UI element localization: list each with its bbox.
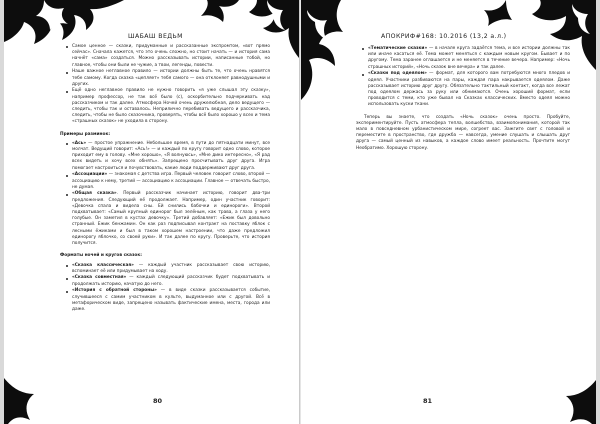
list-item xyxy=(72,275,270,287)
examples-list xyxy=(60,141,270,247)
list-item: Самое ценное — сказки, придуманные и рассказанные экспромтом, «вот прямо сейчас». Сначала кажется, что это очень сложно, но стоит начать — и история сама начнёт «сама» создаться. Можно рассказывать истории, написанные тобой, но главное, чтобы они были не чужие, а твои, легенды, повести. xyxy=(72,44,270,68)
list-item xyxy=(72,288,270,313)
item-term: «Сказка классическая» xyxy=(72,262,134,268)
thorn-ornament-bottom-right xyxy=(546,380,596,424)
list-item xyxy=(72,263,270,275)
formats-list xyxy=(60,263,270,314)
item-text: — формат, для которого вам потребуются много пледов и одеял. Участники разбиваются на пары, каждая пара накрывается одеялом. Даже рассказывает историю друг другу. Обязательно тактильный контакт, когда все лежат под одеялом держась за руку или обнимаются. Очень хороший формат, если проводится с теми, кто уже бывал на Сказках классических. Вместо одеял можно использовать куски ткани. xyxy=(368,71,570,108)
thorn-ornament-top-left xyxy=(4,0,124,46)
page-number: 81 xyxy=(423,397,433,405)
tips-list xyxy=(60,44,270,126)
running-head: АПОКРИФ#168: 10.2016 (13,2 а.л.) xyxy=(381,33,507,40)
right-page xyxy=(301,0,596,424)
right-body-text xyxy=(356,46,570,152)
left-page xyxy=(4,0,299,424)
item-term: «Тематические сказки» xyxy=(368,46,428,51)
list-item: Наше важное неглавное правило — истории должны быть те, что очень нравятся тебе самому. Когда сказка «цепляет» тебя самого — она отклоняет равнодушными и других. xyxy=(72,69,270,87)
list-item xyxy=(368,71,570,108)
left-body-text xyxy=(60,44,270,314)
item-term: «Сказка совместная» xyxy=(72,275,127,281)
formats-list-continued xyxy=(356,46,570,109)
list-item xyxy=(368,46,570,71)
thorn-ornament-bottom-left xyxy=(4,378,44,424)
item-text: . Первый рассказчик начинает историю, говорит два-три предложения. Следующий её продолжает. Например, один участник говорит: «Девочка спала и видела сны. Ей снились бабочки и единороги». Второй подхватывает: «Самый крупный единорог был зелёным, как трава, а глаза у него голубые. Он заметил в кустах девочку». Третий добавляет: «Ежик был довольно странный. Ежик бенжамин. Он как раз подписывал контракт на поставку яблок с лесными ёжиками и был в таком хорошем настроении, что даже предложил единорогу яблочко, со своей руки». И так далее по кругу. Проверьте, что история получится. xyxy=(72,191,270,247)
item-term: «Общая сказка» xyxy=(72,191,117,197)
section-heading: Примеры разминок: xyxy=(60,131,111,137)
item-text: — в виде сказки рассказывается событие, случившееся с самим участником в культе, выдуманное или с другой. Всё в метафорическом виде, запрещено называть фактические имена, места, города или даже. xyxy=(72,288,270,312)
item-text: — в начале круга задаётся тема, и все истории должны так или иначе касаться её. Тема может меняться с каждым новым кругом. Бывает и по другому. Тема заранее оглашается и не меняется в течение вечера. Например: «Ночь страшных историй», «Ночь сказок вне вечера» и так далее. xyxy=(368,46,570,70)
closing-paragraph: Теперь вы знаете, что создать «Ночь сказок» очень просто. Пробуйте, экспериментируйте. Пусть атмосфера тепла, волшебства, взаимопонимания, которой так мало в повседневном урбанистическом мире, согреет вас. Зажгите свет с головой и переместите в пространство, где дружба — навсегда, умение слушать и слышать друг друга — самый ценный из навыков, а каждое слово имеет реальность. Прочтите могут Необратимо. Хорошую сторону. xyxy=(356,114,570,151)
item-text: — знакомая с детства игра. Первый человек говорит слово, второй — ассоциацию к нему, третий — ассоциацию к ассоциации. Главное — отвечать быстро, не думая. xyxy=(72,172,270,190)
item-term: «Ась» xyxy=(72,140,87,146)
list-item xyxy=(72,191,270,247)
list-item xyxy=(72,141,270,172)
item-term: «Ассоциации» xyxy=(72,172,108,178)
list-item xyxy=(72,172,270,191)
item-text: — простое упражнение. Небольшое время, в пути до пятнадцати минут, все молчат. Ведущий говорит: «Ась!» — и каждый по кругу говорит одно слово, которое приходит ему в голову. «Мне хорошо», «Я волнуюсь», «Мне дико интересно», «Я рад всех видеть и хочу всех обнять». Запрещено просчитывать друг друга. Игра помогает настроиться и почувствовать, какие люди поддерживают друг друга. xyxy=(72,140,270,171)
item-term: «История с обратной стороны» xyxy=(72,288,157,294)
item-text: — каждый участник рассказывает свою историю, вспоминает её или придумывает на ходу. xyxy=(72,262,270,274)
book-spread xyxy=(4,0,596,424)
list-item: Ещё одно неглавное правило не нужно говорить «я уже слышал эту сказку», например профессор, не так всё было (с), оскорбительно подчеркивать над рассказчиком и так далее. Атмосфера Ночей очень дружелюбная, дело ведущего — следить, чтобы так и оставалось. Неприлично перебивать ведущего и рассказчика, следить, чтобы не было сказочника, проверять, чтобы всё было хорошо у всех и тема «страшных сказок» не уходила в сторону. xyxy=(72,88,270,125)
item-text: — каждый следующий рассказчик будет подхватывать и продолжать историю, начатую до него. xyxy=(72,275,270,287)
item-term: «Сказки под одеялом» xyxy=(368,71,427,77)
page-number: 80 xyxy=(153,397,163,405)
section-heading: Форматы ночей и кругов сказок: xyxy=(60,253,143,259)
running-head: ШАБАШ ВЕДЬМ xyxy=(128,33,183,40)
